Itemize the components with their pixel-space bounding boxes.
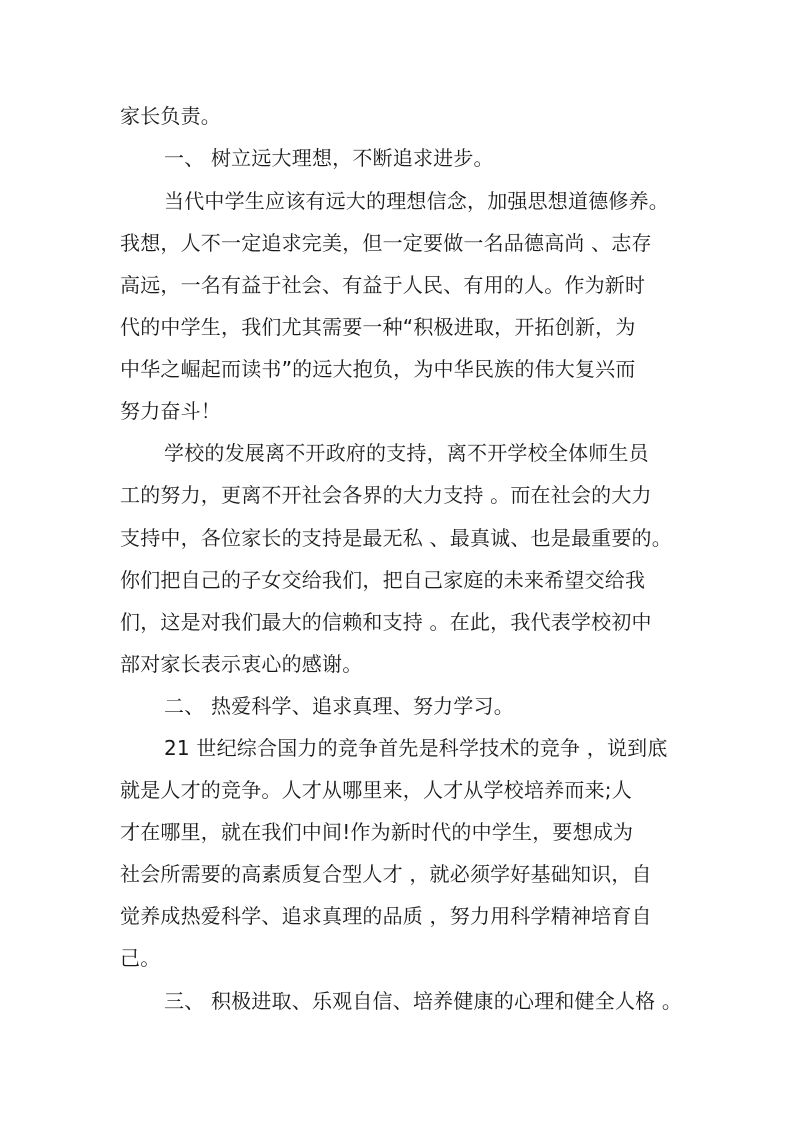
text-line: 家长负责。 xyxy=(120,104,221,128)
section-heading: 一、 树立远大理想，不断追求进步。 xyxy=(164,146,494,170)
text-line: 部对家长表示衷心的感谢。 xyxy=(120,652,363,676)
text-line: 己。 xyxy=(120,946,161,970)
text-line: 工的努力，更离不开社会各界的大力支持 。而在社会的大力 xyxy=(120,483,652,507)
text-line: 学校的发展离不开政府的支持，离不开学校全体师生员 xyxy=(164,441,649,465)
text-line: 社会所需要的高素质复合型人才 ，就必须学好基础知识，自 xyxy=(120,862,652,886)
text-line: 才在哪里，就在我们中间!作为新时代的中学生，要想成为 xyxy=(120,820,634,844)
text-line: 们，这是对我们最大的信赖和支持 。在此，我代表学校初中 xyxy=(120,610,652,634)
text-line: 中华之崛起而读书”的远大抱负，为中华民族的伟大复兴而 xyxy=(120,357,636,381)
text-line: 支持中，各位家长的支持是最无私 、最真诚、也是最重要的。 xyxy=(120,526,672,550)
text-line: 代的中学生，我们尤其需要一种“积极进取，开拓创新，为 xyxy=(120,315,636,339)
text-line: 就是人才的竞争。人才从哪里来，人才从学校培养而来;人 xyxy=(120,778,632,802)
text-line: 21 世纪综合国力的竞争首先是科学技术的竞争 ，说到底 xyxy=(164,736,668,760)
text-line: 你们把自己的子女交给我们，把自己家庭的未来希望交给我 xyxy=(120,568,646,592)
text-line: 高远，一名有益于社会、有益于人民、有用的人。作为新时 xyxy=(120,273,646,297)
section-heading: 三、 积极进取、乐观自信、培养健康的心理和健全人格 。 xyxy=(164,989,683,1013)
text-line: 我想，人不一定追求完美，但一定要做一名品德高尚 、志存 xyxy=(120,231,652,255)
text-line: 觉养成热爱科学、追求真理的品质 ，努力用科学精神培育自 xyxy=(120,904,652,928)
section-heading: 二、 热爱科学、追求真理、努力学习。 xyxy=(164,694,514,718)
text-line: 当代中学生应该有远大的理想信念，加强思想道德修养。 xyxy=(164,189,669,213)
text-line: 努力奋斗！ xyxy=(120,399,221,423)
